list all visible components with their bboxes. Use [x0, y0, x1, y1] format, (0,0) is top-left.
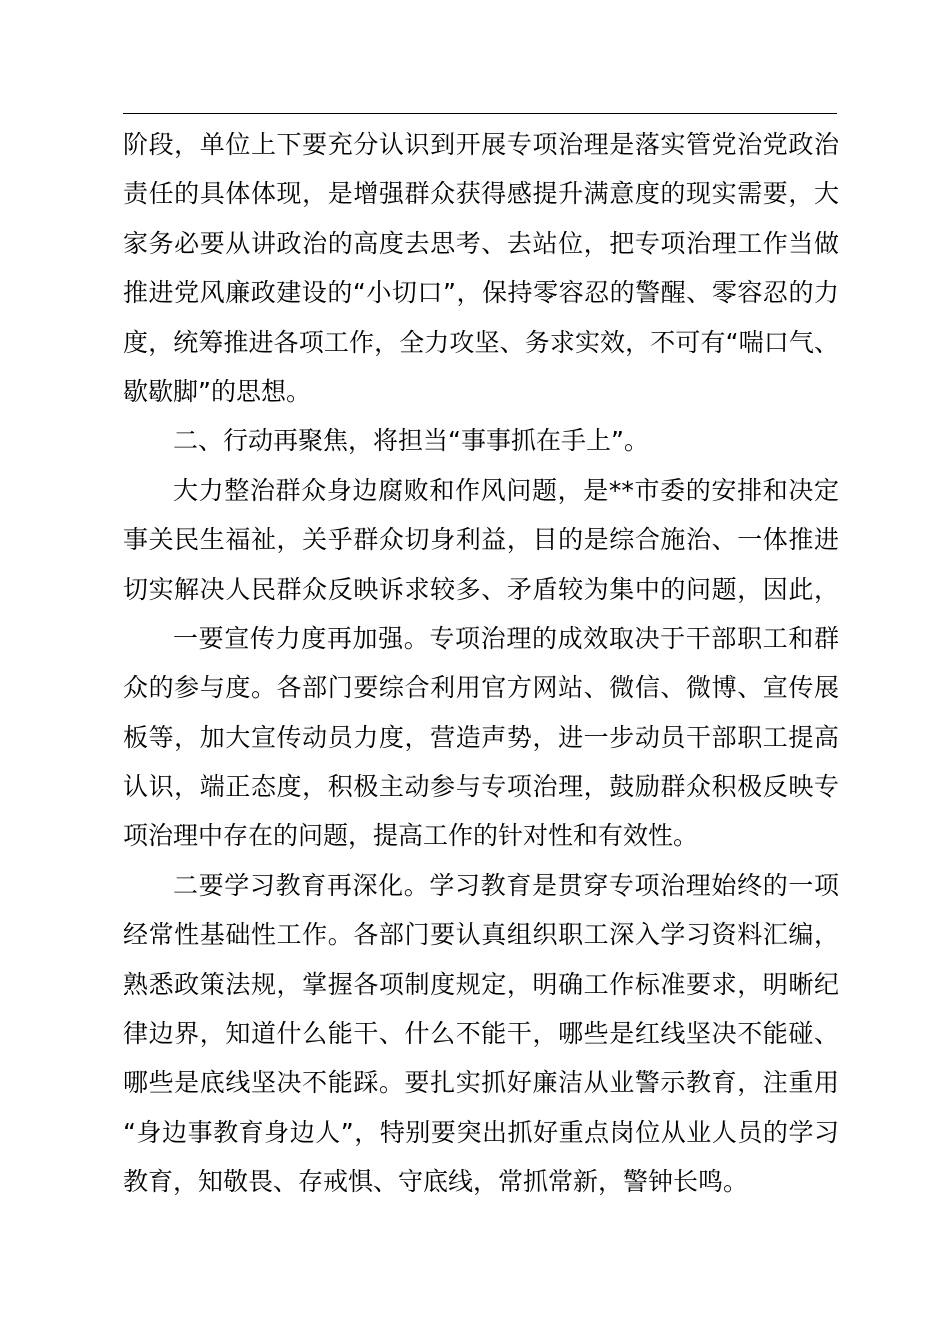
- text-line: 二要学习教育再深化。学习教育是贯穿专项治理始终的一项: [173, 870, 839, 900]
- text-line: 切实解决人民群众反映诉求较多、矛盾较为集中的问题，因此，: [123, 574, 839, 604]
- text-line: 一要宣传力度再加强。专项治理的成效取决于干部职工和群: [173, 623, 839, 653]
- text-line: 认识，端正态度，积极主动参与专项治理，鼓励群众积极反映专: [123, 772, 839, 802]
- text-line: 律边界，知道什么能干、什么不能干，哪些是红线坚决不能碰、: [123, 1019, 839, 1049]
- text-line: 众的参与度。各部门要综合利用官方网站、微信、微博、宣传展: [123, 673, 839, 703]
- text-line: 大力整治群众身边腐败和作风问题，是**市委的安排和决定: [173, 475, 839, 505]
- text-line: “身边事教育身边人”，特别要突出抓好重点岗位从业人员的学习: [123, 1117, 839, 1147]
- text-line: 事关民生福祉，关乎群众切身利益，目的是综合施治、一体推进: [123, 525, 839, 555]
- text-line: 推进党风廉政建设的“小切口”，保持零容忍的警醒、零容忍的力: [123, 278, 839, 308]
- text-line: 阶段，单位上下要充分认识到开展专项治理是落实管党治党政治: [123, 130, 839, 159]
- text-line: 经常性基础性工作。各部门要认真组织职工深入学习资料汇编，: [123, 920, 839, 950]
- text-line: 哪些是底线坚决不能踩。要扎实抓好廉洁从业警示教育，注重用: [123, 1068, 839, 1098]
- text-line: 板等，加大宣传动员力度，营造声势，进一步动员干部职工提高: [123, 722, 839, 752]
- text-line: 家务必要从讲政治的高度去思考、去站位，把专项治理工作当做: [123, 228, 839, 258]
- text-line: 二、行动再聚焦，将担当“事事抓在手上”。: [173, 426, 649, 456]
- document-body: [123, 120, 839, 1207]
- text-line: 熟悉政策法规，掌握各项制度规定，明确工作标准要求，明晰纪: [123, 969, 839, 999]
- text-line: 教育，知敬畏、存戒惧、守底线，常抓常新，警钟长鸣。: [123, 1167, 749, 1197]
- header-rule: [123, 113, 837, 114]
- text-line: 歇歇脚”的思想。: [123, 376, 311, 406]
- text-line: 项治理中存在的问题，提高工作的针对性和有效性。: [123, 821, 699, 851]
- text-line: 责任的具体体现，是增强群众获得感提升满意度的现实需要，大: [123, 179, 839, 209]
- text-line: 度，统筹推进各项工作，全力攻坚、务求实效，不可有“喘口气、: [123, 327, 839, 357]
